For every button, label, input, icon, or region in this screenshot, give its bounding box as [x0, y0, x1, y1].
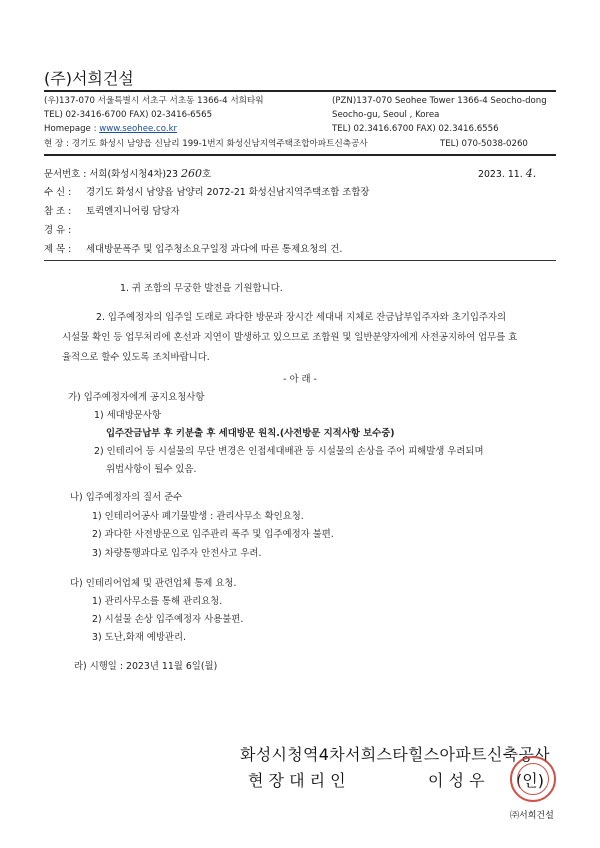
paragraph-2-line-1: 2. 입주예정자의 입주일 도래로 과다한 방문과 장시간 세대내 지체로 잔금납부입주자와 초기입주자의 [96, 312, 507, 323]
subject-value: 세대방문폭주 및 입주청소요구일정 과다에 따른 통제요청의 건. [86, 244, 343, 255]
homepage-link[interactable]: www.seohee.co.kr [99, 124, 178, 134]
header-homepage [44, 122, 177, 136]
doc-number-suffix: 호 [201, 169, 212, 180]
doc-date-handwritten: 4. [525, 167, 537, 180]
subject-rule [44, 260, 556, 261]
via-label: 경 유 : [44, 225, 72, 236]
section-da-item-1: 1) 관리사무소를 통해 관리요청. [92, 596, 223, 607]
header-site: 현 장 : 경기도 화성시 남양읍 신남리 199-1번지 화성신남지역주택조합아파트신축공사 [44, 139, 368, 149]
section-na-item-3: 3) 차량통행과다로 입주자 안전사고 우려. [92, 548, 262, 559]
issuer-organization: 화성시청역4차서희스타힐스아파트신축공사 [240, 745, 550, 764]
site-representative-title: 현 장 대 리 인 [248, 771, 346, 790]
section-ga-item-1: 1) 세대방문사항 [94, 410, 161, 421]
doc-number-value: 서희(화성시청4차)23 [89, 169, 178, 180]
reference-value: 토퀵엔지니어링 담당자 [86, 206, 180, 217]
subject-row [44, 242, 342, 257]
doc-number [44, 166, 211, 182]
recipient-label: 수 신 : [44, 187, 72, 198]
reference-row [44, 204, 180, 219]
section-ga-item-2-line-2: 위법사항이 될수 있음. [106, 464, 197, 475]
doc-number-label: 문서번호 : [44, 169, 87, 180]
footer-company: ㈜서희건설 [510, 811, 554, 821]
header-phone-en: TEL) 02.3416.6700 FAX) 02.3416.6556 [332, 124, 499, 134]
reference-label: 참 조 : [44, 206, 72, 217]
seal-mark-text: (인) [516, 771, 544, 790]
header-rule-bottom [44, 154, 556, 156]
section-na-title: 나) 입주예정자의 질서 준수 [70, 492, 183, 503]
recipient-value: 경기도 화성시 남양읍 남양리 2072-21 화성신남지역주택조합 조합장 [86, 187, 370, 198]
header-address-ko: (우)137-070 서울특별시 서초구 서초동 1366-4 서희타워 [44, 96, 264, 106]
section-ga-item-2-line-1: 2) 인테리어 등 시설물의 무단 변경은 인접세대배관 등 시설물의 손상을 주어 피해발생 우려되며 [94, 446, 484, 457]
section-ga-title: 가) 입주예정자에게 공지요청사항 [68, 392, 205, 403]
seal-inner-ring [517, 763, 549, 795]
doc-date [478, 166, 536, 182]
below-heading: - 아 래 - [283, 374, 317, 385]
section-na-item-2: 2) 과다한 사전방문으로 입주관리 폭주 및 입주예정자 불편. [92, 529, 334, 540]
section-da-title: 다) 인테리어업체 및 관련업체 통제 요청. [70, 578, 237, 589]
subject-label: 제 목 : [44, 244, 72, 255]
header-address-en-2: Seocho-gu, Seoul , Korea [332, 110, 440, 120]
recipient-row [44, 185, 369, 200]
company-seal-stamp [510, 756, 556, 802]
paragraph-2-line-2: 시설물 확인 등 업무처리에 혼선과 지연이 발생하고 있으므로 조합원 및 일반분양자에게 사전공지하여 업무를 효 [62, 332, 518, 343]
site-representative-name: 이 성 우 [428, 771, 485, 790]
homepage-label: Homepage : [44, 124, 100, 134]
header-address-en-1: (PZN)137-070 Seohee Tower 1366-4 Seocho-dong [332, 96, 547, 106]
doc-number-handwritten: 260 [180, 167, 202, 180]
paragraph-1: 1. 귀 조합의 무궁한 발전을 기원합니다. [120, 283, 283, 294]
doc-date-printed: 2023. 11. [478, 169, 526, 180]
header-phone-ko: TEL) 02-3416-6700 FAX) 02-3416-6565 [44, 110, 213, 120]
header-rule-top [44, 90, 556, 92]
paragraph-2-line-3: 율적으로 할수 있도록 조치바랍니다. [62, 352, 210, 363]
section-da-item-3: 3) 도난,화재 예방관리. [92, 632, 186, 643]
section-da-item-2: 2) 시설물 손상 입주예정자 사용불편. [92, 614, 244, 625]
company-name: (주)서희건설 [44, 69, 134, 88]
section-na-item-1: 1) 인테리어공사 폐기물발생 : 관리사무소 확인요청. [92, 511, 304, 522]
via-row [44, 223, 86, 238]
effective-date: 라) 시행일 : 2023년 11월 6일(월) [74, 661, 218, 672]
section-ga-item-1-detail: 입주잔금납부 후 키분출 후 세대방문 원칙.(사전방문 지적사항 보수중) [106, 428, 395, 439]
header-site-tel: TEL) 070-5038-0260 [440, 139, 528, 149]
